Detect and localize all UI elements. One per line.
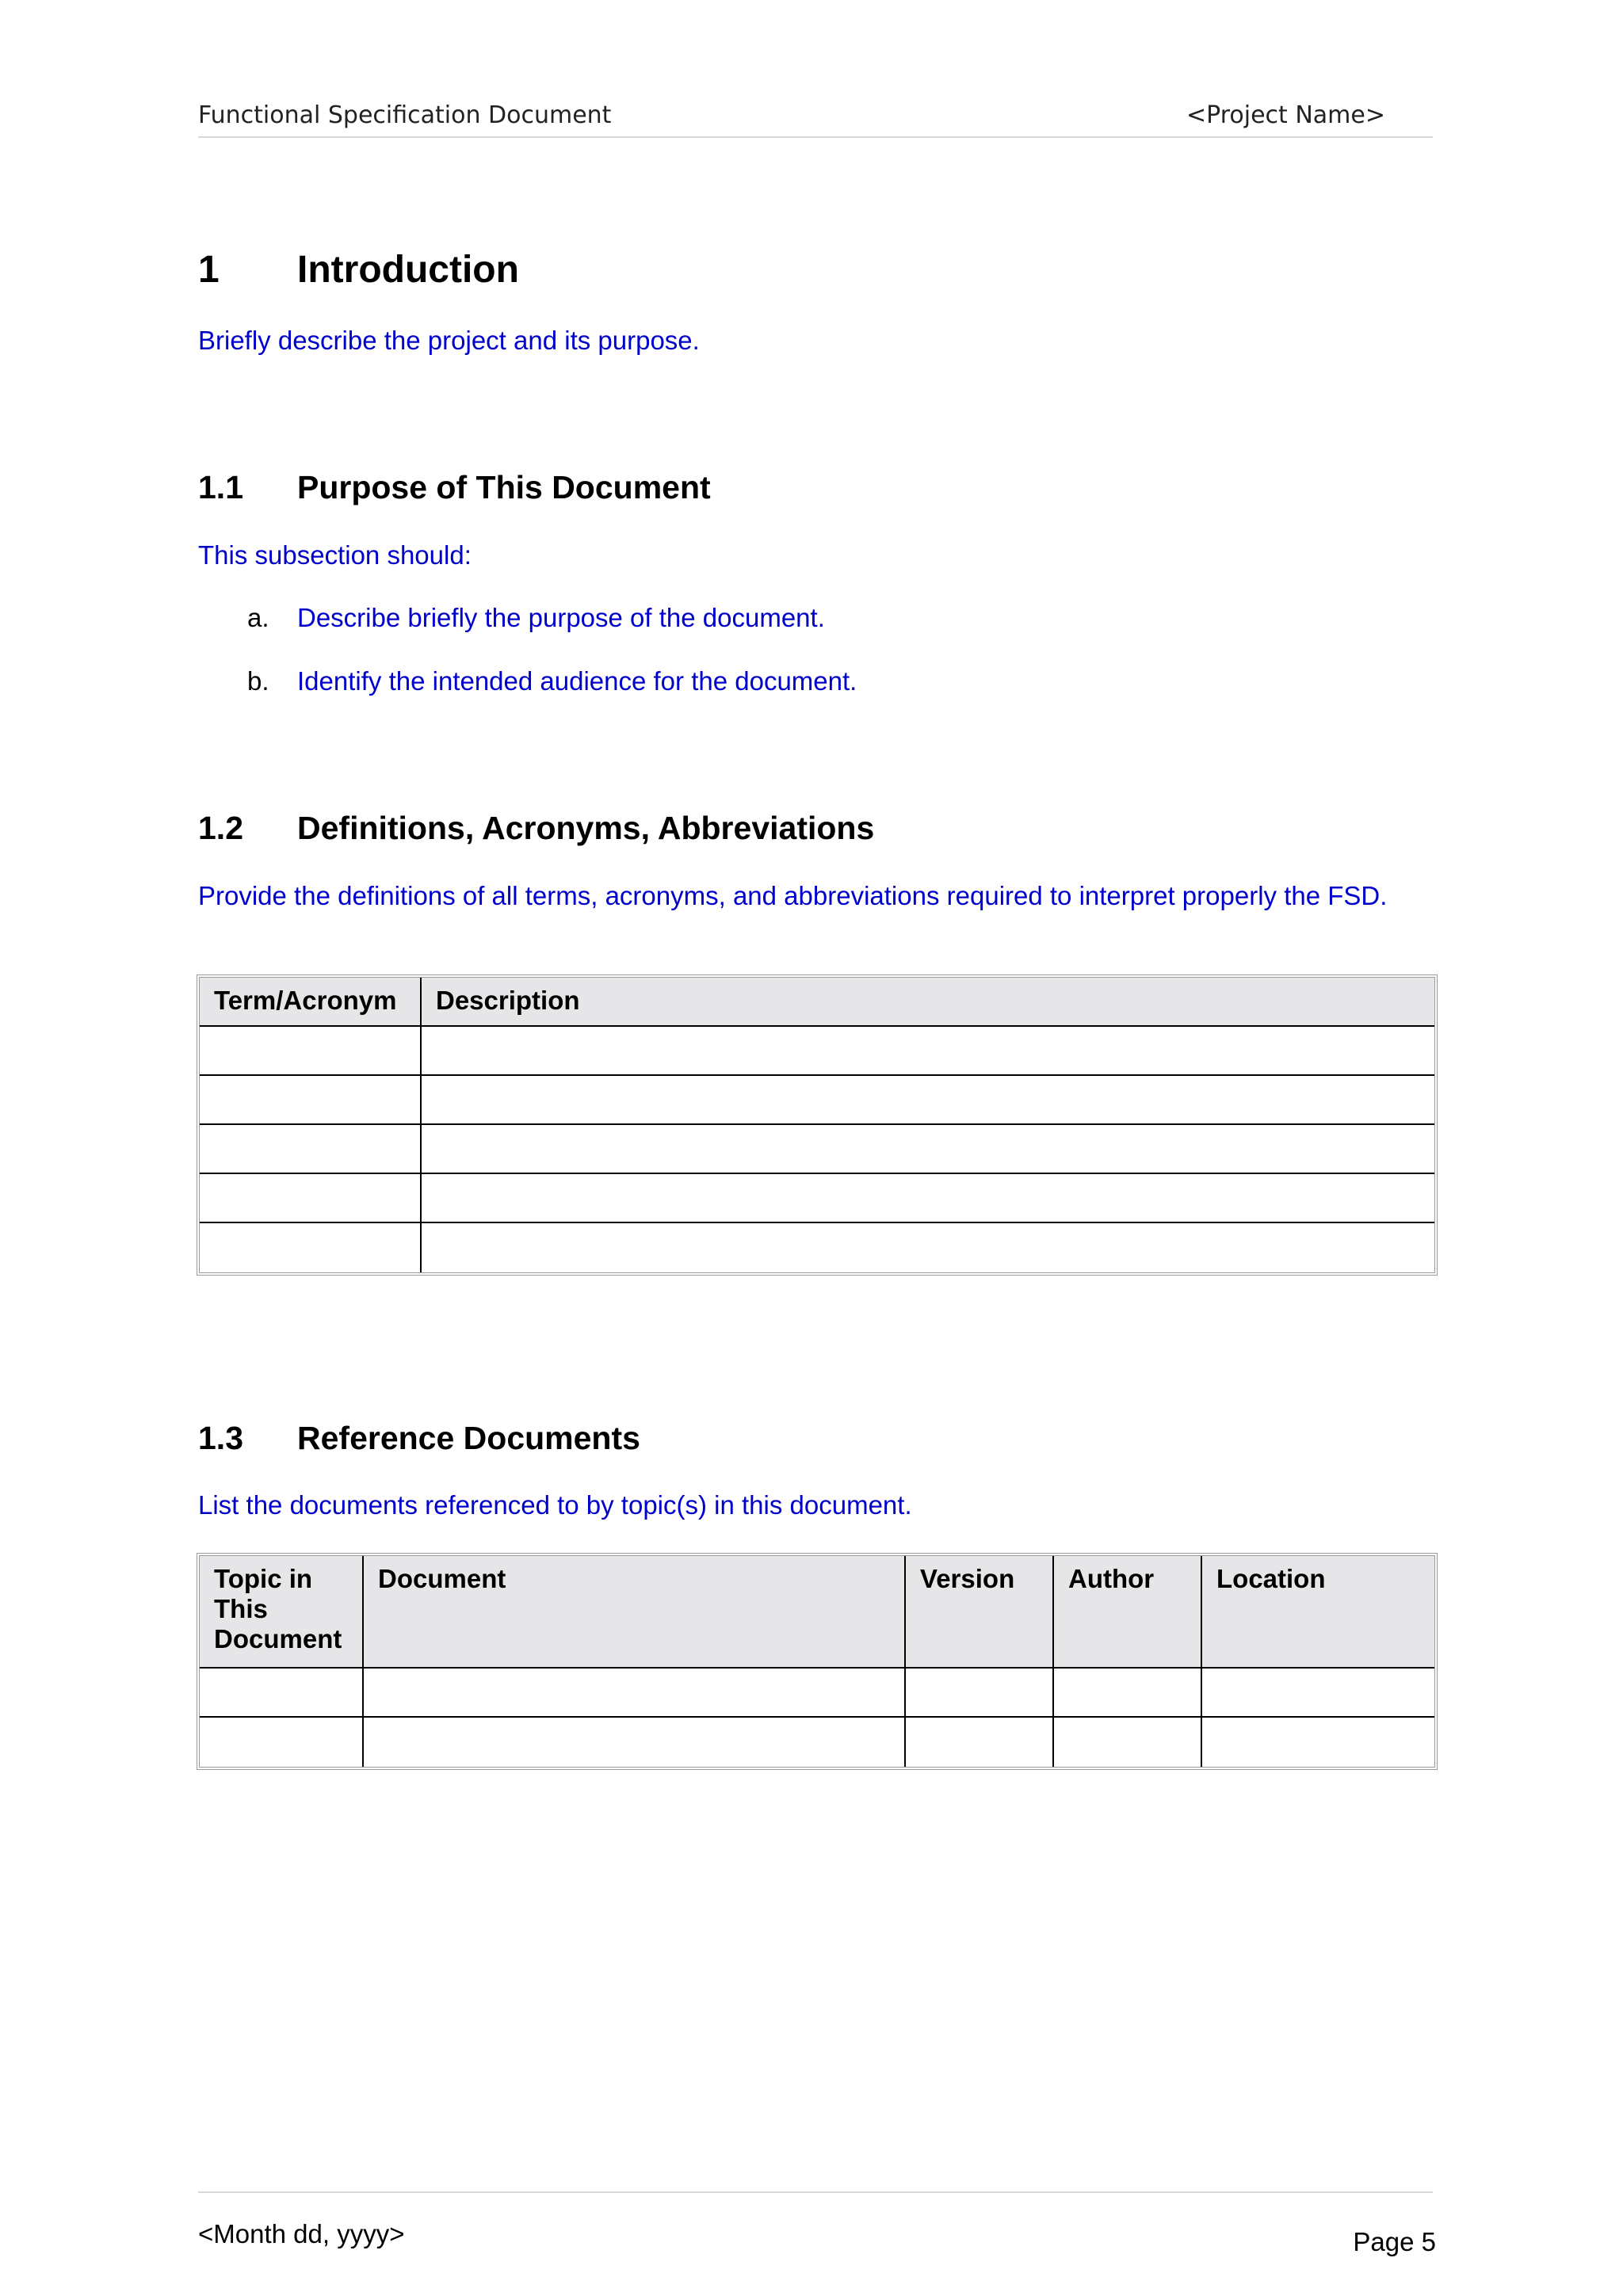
page-header xyxy=(198,101,1433,138)
purpose-instruction: This subsection should: xyxy=(198,540,472,570)
table-cell[interactable] xyxy=(200,1223,422,1272)
heading-purpose xyxy=(198,469,711,506)
list-marker: a. xyxy=(247,603,269,632)
footer-divider xyxy=(198,2191,1433,2193)
table-cell[interactable] xyxy=(1202,1669,1434,1718)
table-cell[interactable] xyxy=(364,1669,906,1718)
table-row xyxy=(200,1027,1434,1076)
column-header-version: Version xyxy=(906,1556,1054,1669)
table-cell[interactable] xyxy=(200,1125,422,1174)
reference-documents-table xyxy=(197,1553,1438,1770)
list-marker: b. xyxy=(247,666,269,696)
heading-references xyxy=(198,1420,640,1457)
column-header-author: Author xyxy=(1054,1556,1202,1669)
heading-introduction xyxy=(198,248,519,292)
heading-title: Reference Documents xyxy=(297,1420,640,1456)
table-cell[interactable] xyxy=(906,1718,1054,1767)
heading-number: 1.3 xyxy=(198,1420,243,1456)
column-header-document: Document xyxy=(364,1556,906,1669)
table-cell[interactable] xyxy=(422,1125,1434,1174)
table-cell[interactable] xyxy=(422,1223,1434,1272)
table-cell[interactable] xyxy=(200,1718,364,1767)
list-item xyxy=(247,603,825,633)
column-header-description: Description xyxy=(422,978,1434,1027)
table-cell[interactable] xyxy=(906,1669,1054,1718)
table-cell[interactable] xyxy=(1054,1718,1202,1767)
table-row xyxy=(200,1718,1434,1767)
list-item-text: Describe briefly the purpose of the document. xyxy=(297,603,825,632)
table-cell[interactable] xyxy=(422,1027,1434,1076)
column-header-location: Location xyxy=(1202,1556,1434,1669)
heading-title: Introduction xyxy=(297,249,519,291)
heading-definitions xyxy=(198,810,874,847)
heading-number: 1 xyxy=(198,249,220,291)
heading-title: Purpose of This Document xyxy=(297,469,711,505)
definitions-instruction: Provide the definitions of all terms, acronyms, and abbreviations required to interpret properly the FSD. xyxy=(198,881,1388,910)
table-row xyxy=(200,1669,1434,1718)
header-project-name: <Project Name> xyxy=(1186,101,1385,129)
references-instruction: List the documents referenced to by topic(s) in this document. xyxy=(198,1490,912,1520)
footer-date: <Month dd, yyyy> xyxy=(198,2219,405,2248)
table-header-row xyxy=(200,1556,1434,1669)
heading-number: 1.1 xyxy=(198,469,243,505)
table-cell[interactable] xyxy=(200,1076,422,1125)
heading-number: 1.2 xyxy=(198,810,243,846)
table-cell[interactable] xyxy=(364,1718,906,1767)
list-item-text: Identify the intended audience for the document. xyxy=(297,666,857,696)
table-cell[interactable] xyxy=(200,1174,422,1223)
table-row xyxy=(200,1125,1434,1174)
table-row xyxy=(200,1076,1434,1125)
column-header-term: Term/Acronym xyxy=(200,978,422,1027)
table-row xyxy=(200,1174,1434,1223)
heading-title: Definitions, Acronyms, Abbreviations xyxy=(297,810,875,846)
table-header-row xyxy=(200,978,1434,1027)
table-cell[interactable] xyxy=(200,1669,364,1718)
definitions-table xyxy=(197,974,1438,1276)
column-header-topic: Topic in This Document xyxy=(200,1556,364,1669)
page-number: Page 5 xyxy=(1353,2227,1436,2256)
intro-instruction: Briefly describe the project and its purpose. xyxy=(198,326,700,355)
table-cell[interactable] xyxy=(422,1076,1434,1125)
list-item xyxy=(247,666,857,696)
header-document-title: Functional Specification Document xyxy=(198,101,612,129)
table-cell[interactable] xyxy=(1054,1669,1202,1718)
table-cell[interactable] xyxy=(422,1174,1434,1223)
table-cell[interactable] xyxy=(1202,1718,1434,1767)
table-row xyxy=(200,1223,1434,1272)
table-cell[interactable] xyxy=(200,1027,422,1076)
